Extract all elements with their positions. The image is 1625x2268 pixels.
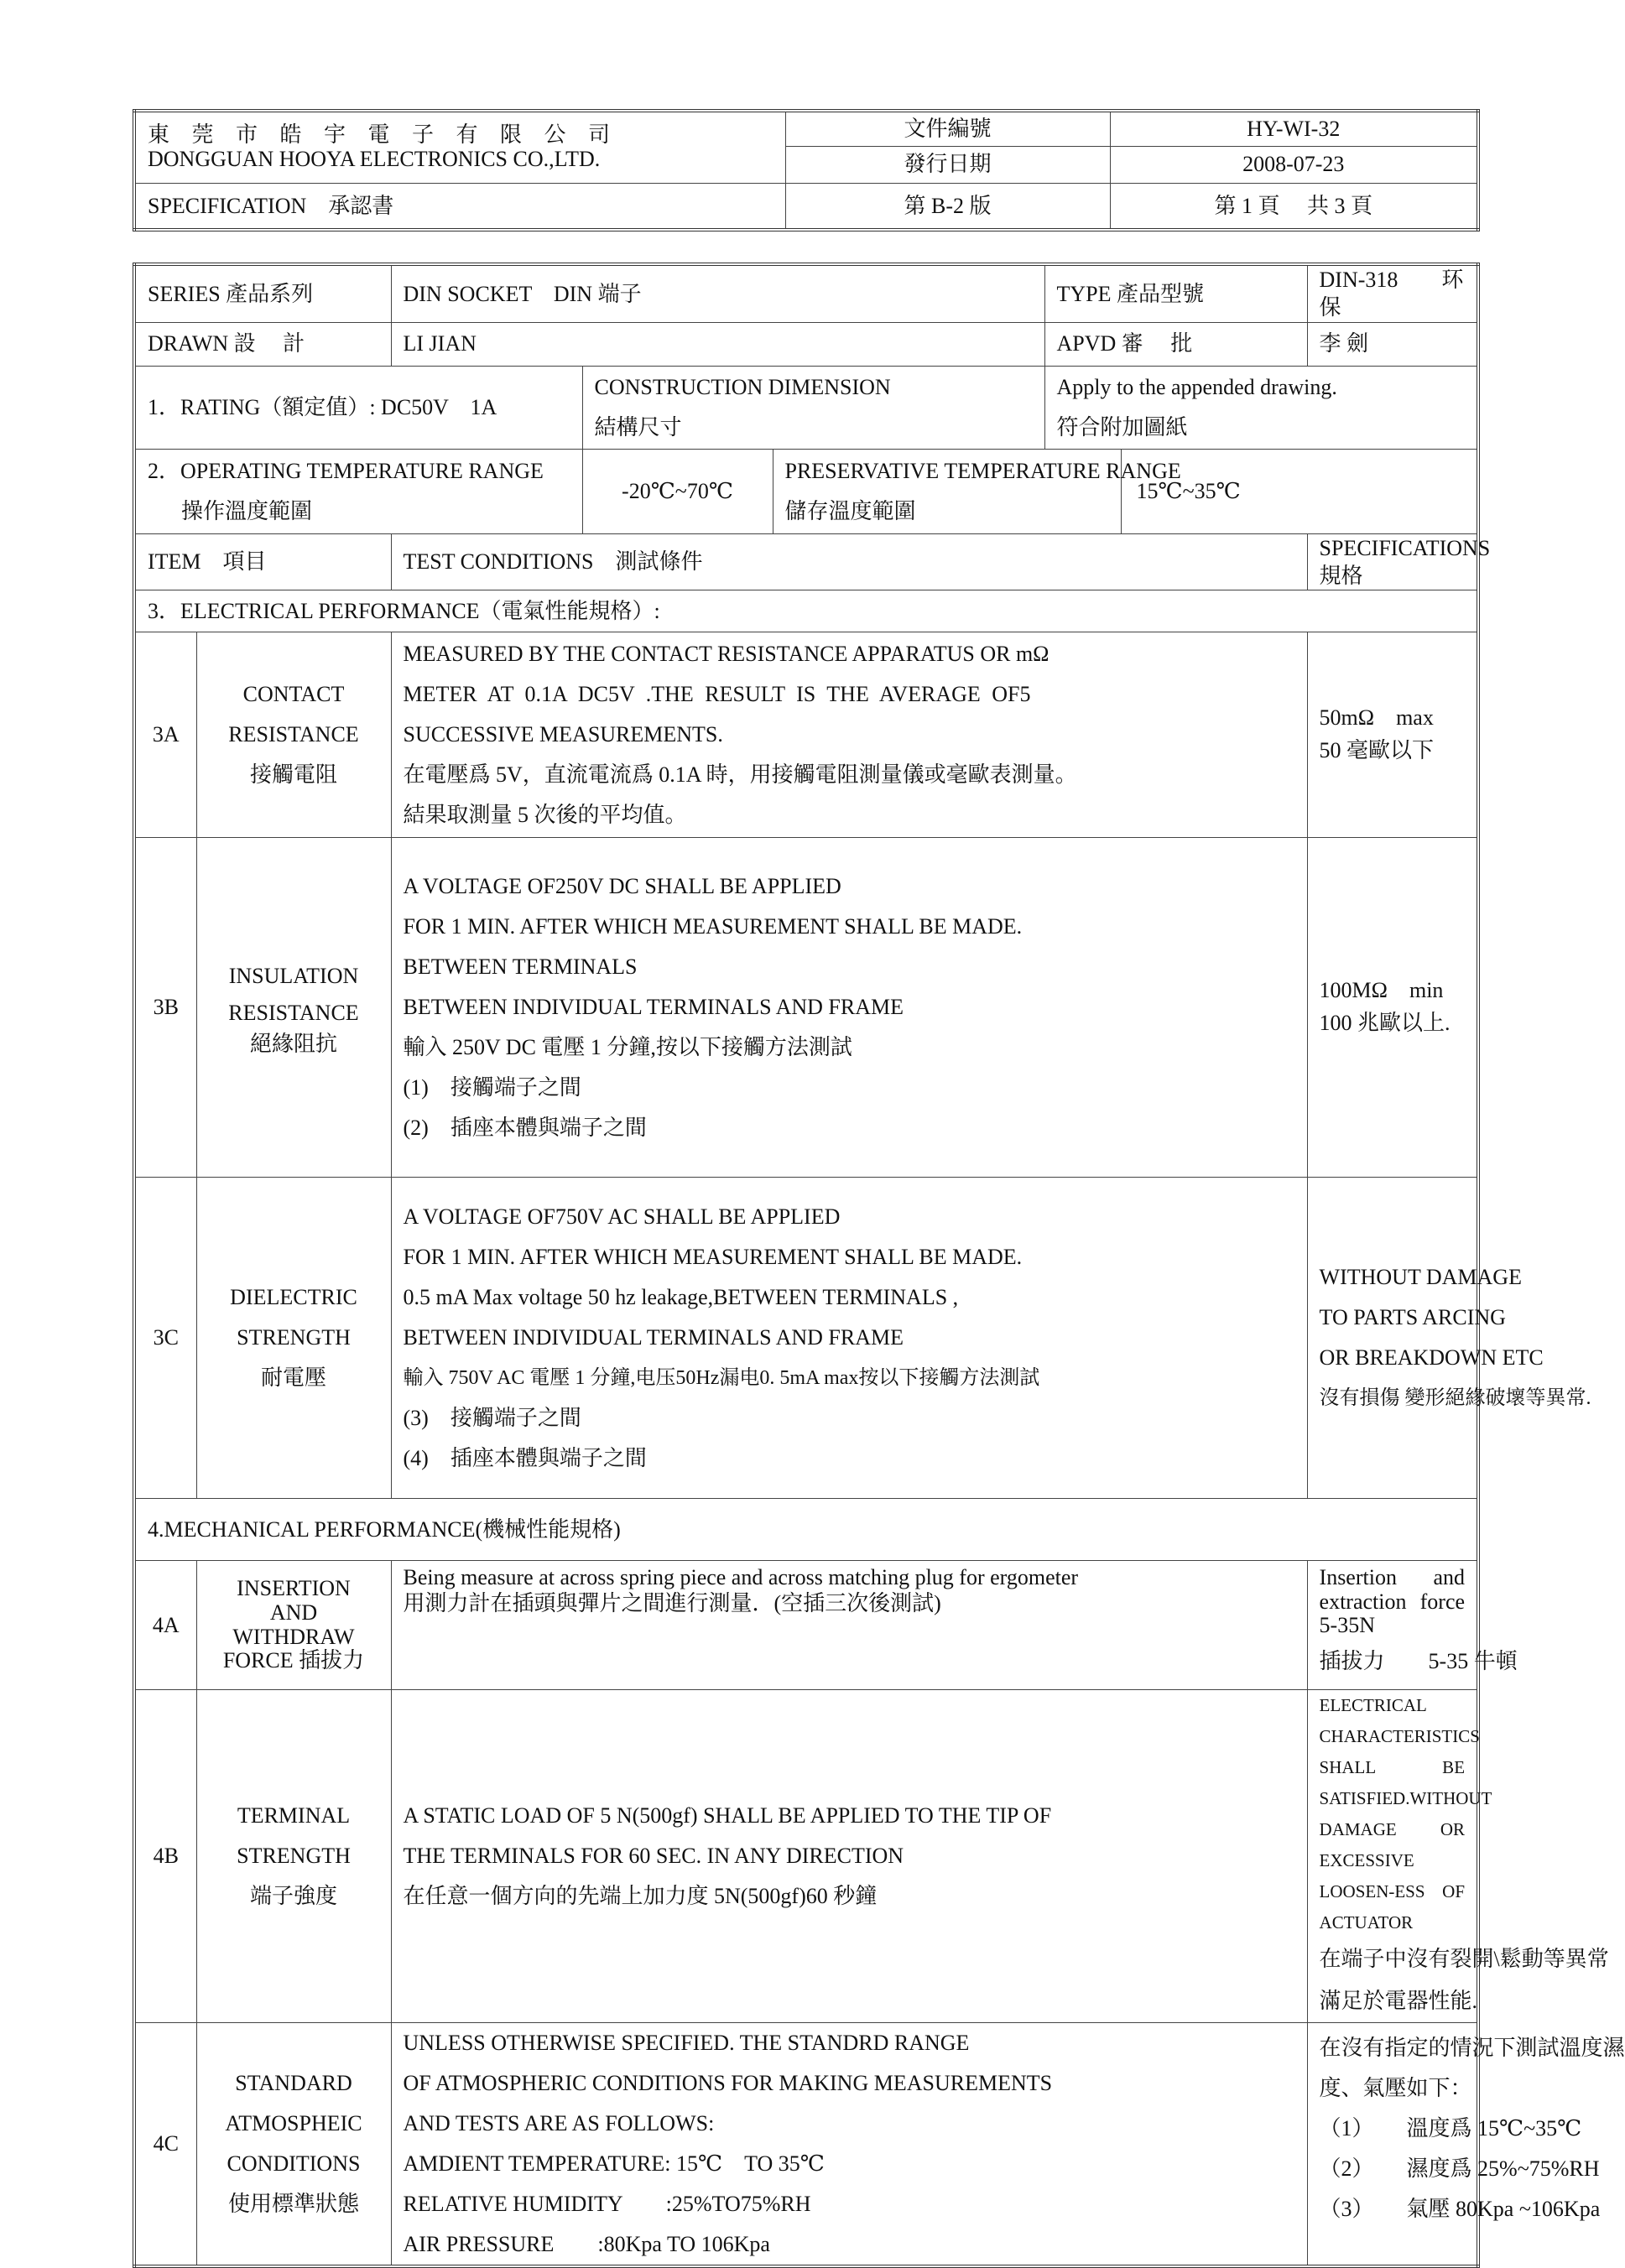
- test-conditions: [391, 1690, 1307, 2023]
- test-name-line: STRENGTH: [237, 1844, 351, 1869]
- table-row: [134, 1690, 1478, 2023]
- spec-line: 插拔力 5-35 牛頓: [1319, 1648, 1518, 1673]
- spec-line: Insertion and extraction force 5-35N: [1319, 1565, 1466, 1638]
- condition-line: 0.5 mA Max voltage 50 hz leakage,BETWEEN TERMINALS ,: [403, 1285, 959, 1310]
- test-conditions: [391, 838, 1307, 1178]
- spec-line: WITHOUT DAMAGE: [1319, 1265, 1522, 1290]
- test-name: [196, 1561, 391, 1690]
- spec-line: ELECTRICAL CHARACTERISTICS SHALL BE SATISFIED.WITHOUT DAMAGE OR EXCESSIVE LOOSEN-ESS OF ACTUATOR: [1319, 1695, 1492, 1933]
- spec-line: 100 兆歐以上.: [1319, 1011, 1451, 1036]
- header-table: [133, 109, 1480, 231]
- condition-line: FOR 1 MIN. AFTER WHICH MEASUREMENT SHALL BE MADE.: [403, 1245, 1023, 1270]
- preservative-temperature-label: [773, 449, 1181, 533]
- operating-temperature-cn: 操作溫度範圍: [181, 498, 313, 523]
- drawn-value: LI JIAN: [391, 322, 1044, 366]
- column-header-specs: SPECIFICATIONS 規格: [1307, 533, 1478, 590]
- spec-line: OR BREAKDOWN ETC: [1319, 1345, 1544, 1371]
- test-name-line: DIELECTRIC: [230, 1285, 357, 1310]
- type-value: DIN-318 环保: [1307, 264, 1478, 322]
- test-name-line: 接觸電阻: [249, 762, 337, 788]
- table-row: [134, 1178, 1478, 1499]
- test-spec: [1307, 1561, 1518, 1690]
- rating: 1．RATING（額定值）: DC50V 1A: [134, 366, 582, 449]
- spec-table: [133, 263, 1625, 2268]
- test-name-line: 使用標準狀態: [227, 2192, 359, 2217]
- test-name-line: RESISTANCE: [228, 722, 359, 747]
- spec-sheet: [133, 263, 1625, 2268]
- test-id: 3B: [134, 838, 196, 1178]
- apply-note-en: Apply to the appended drawing.: [1056, 374, 1337, 399]
- company-name-cn: 東 莞 市 皓 宇 電 子 有 限 公 司: [148, 122, 619, 148]
- test-name-line: CONDITIONS: [227, 2151, 361, 2177]
- table-row: [134, 2023, 1478, 2267]
- condition-line: 在任意一個方向的先端上加力度 5N(500gf)60 秒鐘: [403, 1884, 878, 1909]
- test-name: [196, 1690, 391, 2023]
- condition-line: OF ATMOSPHERIC CONDITIONS FOR MAKING MEASUREMENTS: [403, 2071, 1053, 2096]
- spec-line: TO PARTS ARCING: [1319, 1305, 1506, 1330]
- type-label: TYPE 產品型號: [1044, 264, 1307, 322]
- condition-line: THE TERMINALS FOR 60 SEC. IN ANY DIRECTION: [403, 1844, 904, 1869]
- drawn-label: DRAWN 設 計: [134, 322, 391, 366]
- operating-temperature-label: [134, 449, 582, 533]
- test-id: 3A: [134, 632, 196, 838]
- spec-line: 50mΩ max: [1319, 705, 1434, 731]
- condition-line: Being measure at across spring piece and across matching plug for ergometer: [403, 1565, 1079, 1590]
- test-spec: [1307, 2023, 1625, 2267]
- test-conditions: [391, 632, 1307, 838]
- construction-note: [1044, 366, 1478, 449]
- issue-date: 2008-07-23: [1110, 146, 1478, 183]
- test-name-line: RESISTANCE: [228, 1001, 359, 1026]
- test-name-line: STRENGTH: [237, 1325, 351, 1350]
- condition-line: SUCCESSIVE MEASUREMENTS.: [403, 722, 723, 747]
- test-name-line: FORCE 插拔力: [222, 1648, 365, 1673]
- preservative-temperature-cn: 儲存溫度範圍: [784, 498, 916, 523]
- test-spec: [1307, 1178, 1591, 1499]
- condition-line: BETWEEN INDIVIDUAL TERMINALS AND FRAME: [403, 995, 904, 1020]
- spec-line: 50 毫歐以下: [1319, 738, 1435, 763]
- spec-line: 100MΩ min: [1319, 978, 1444, 1003]
- condition-line: UNLESS OTHERWISE SPECIFIED. THE STANDRD RANGE: [403, 2031, 970, 2056]
- apply-note-cn: 符合附加圖紙: [1056, 414, 1188, 440]
- test-name-line: 耐電壓: [260, 1365, 326, 1391]
- electrical-section-title: 3．ELECTRICAL PERFORMANCE（電氣性能規格）:: [134, 590, 1478, 632]
- condition-line: AIR PRESSURE :80Kpa TO 106Kpa: [403, 2232, 770, 2257]
- condition-line: MEASURED BY THE CONTACT RESISTANCE APPARATUS OR mΩ: [403, 642, 1049, 667]
- test-id: 3C: [134, 1178, 196, 1499]
- test-name-line: INSERTION: [237, 1576, 351, 1601]
- construction-label-cn: 結構尺寸: [594, 414, 682, 440]
- test-name: [196, 632, 391, 838]
- operating-temperature-value: -20℃~70℃: [582, 449, 773, 533]
- spec-line: （2） 濕度爲 25%~75%RH: [1319, 2156, 1600, 2182]
- document-header: [133, 109, 1477, 231]
- test-name: [196, 1178, 391, 1499]
- test-name: [196, 838, 391, 1178]
- condition-line: BETWEEN TERMINALS: [403, 955, 638, 980]
- construction-dimension: [582, 366, 1044, 449]
- condition-line: A VOLTAGE OF750V AC SHALL BE APPLIED: [403, 1204, 841, 1230]
- test-name-line: CONTACT: [242, 682, 345, 707]
- test-name-line: ATMOSPHEIC: [225, 2111, 362, 2136]
- table-row: [134, 838, 1478, 1178]
- test-name-line: AND: [269, 1600, 318, 1625]
- test-conditions: [391, 2023, 1307, 2267]
- spec-line: （3） 氣壓 80Kpa ~106Kpa: [1319, 2197, 1601, 2222]
- apvd-value: 李 劍: [1307, 322, 1478, 366]
- page-number: 第 1 頁 共 3 頁: [1110, 183, 1478, 230]
- condition-line: BETWEEN INDIVIDUAL TERMINALS AND FRAME: [403, 1325, 904, 1350]
- test-name-line: 端子強度: [249, 1884, 337, 1909]
- issue-date-label: 發行日期: [785, 146, 1110, 183]
- series-value: DIN SOCKET DIN 端子: [391, 264, 1044, 322]
- condition-line: A VOLTAGE OF250V DC SHALL BE APPLIED: [403, 874, 841, 899]
- doc-number-label: 文件編號: [785, 111, 1110, 146]
- mechanical-section-title: 4.MECHANICAL PERFORMANCE(機械性能規格): [134, 1499, 1478, 1561]
- condition-line: (2) 插座本體與端子之間: [403, 1116, 647, 1141]
- company-name-en: DONGGUAN HOOYA ELECTRONICS CO.,LTD.: [148, 146, 601, 171]
- condition-line: (1) 接觸端子之間: [403, 1075, 581, 1100]
- condition-line: AMDIENT TEMPERATURE: 15℃ TO 35℃: [403, 2151, 825, 2177]
- test-name-line: WITHDRAW: [232, 1624, 355, 1649]
- condition-line: 在電壓爲 5V，直流電流爲 0.1A 時，用接觸電阻測量儀或毫歐表測量。: [403, 762, 1077, 788]
- condition-line: (4) 插座本體與端子之間: [403, 1446, 647, 1471]
- table-row: [134, 1561, 1478, 1690]
- spec-line: 滿足於電器性能.: [1319, 1989, 1478, 2014]
- column-header-item: ITEM 項目: [134, 533, 391, 590]
- preservative-temperature-value: 15℃~35℃: [1121, 449, 1478, 533]
- preservative-temperature-en: PRESERVATIVE TEMPERATURE RANGE: [784, 458, 1181, 483]
- condition-line: 結果取測量 5 次後的平均值。: [403, 803, 687, 828]
- spec-title: SPECIFICATION 承認書: [134, 183, 785, 230]
- test-id: 4C: [134, 2023, 196, 2267]
- condition-line: (3) 接觸端子之間: [403, 1406, 581, 1431]
- version: 第 B-2 版: [785, 183, 1110, 230]
- test-spec: [1307, 838, 1478, 1178]
- apvd-label: APVD 審 批: [1044, 322, 1307, 366]
- table-row: [134, 632, 1478, 838]
- condition-line: 輸入 250V DC 電壓 1 分鐘,按以下接觸方法測試: [403, 1035, 852, 1060]
- test-conditions: [391, 1561, 1307, 1690]
- condition-line: RELATIVE HUMIDITY :25%TO75%RH: [403, 2192, 811, 2217]
- condition-line: FOR 1 MIN. AFTER WHICH MEASUREMENT SHALL BE MADE.: [403, 914, 1023, 939]
- test-conditions: [391, 1178, 1307, 1499]
- construction-label-en: CONSTRUCTION DIMENSION: [594, 374, 891, 399]
- condition-line: AND TESTS ARE AS FOLLOWS:: [403, 2111, 715, 2136]
- test-spec: [1307, 632, 1478, 838]
- test-name-line: TERMINAL: [237, 1803, 351, 1828]
- condition-line: 用測力計在插頭與彈片之間進行測量．(空插三次後測試): [403, 1590, 941, 1615]
- test-id: 4A: [134, 1561, 196, 1690]
- test-name-line: INSULATION: [228, 964, 359, 989]
- test-name-line: STANDARD: [235, 2071, 352, 2096]
- spec-line: 在沒有指定的情況下測試溫度濕: [1319, 2036, 1625, 2061]
- doc-number: HY-WI-32: [1110, 111, 1478, 146]
- test-name-line: 絕緣阻抗: [249, 1032, 337, 1057]
- condition-line: A STATIC LOAD OF 5 N(500gf) SHALL BE APPLIED TO THE TIP OF: [403, 1803, 1052, 1828]
- column-header-conditions: TEST CONDITIONS 測試條件: [391, 533, 1307, 590]
- company-name: [134, 111, 785, 183]
- spec-line: 沒有損傷 變形絕緣破壞等異常.: [1319, 1387, 1591, 1410]
- condition-line: 輸入 750V AC 電壓 1 分鐘,电压50Hz漏电0. 5mA max按以下接觸方法測試: [403, 1367, 1040, 1390]
- test-id: 4B: [134, 1690, 196, 2023]
- test-name: [196, 2023, 391, 2267]
- test-spec: [1307, 1690, 1609, 2023]
- condition-line: METER AT 0.1A DC5V .THE RESULT IS THE AVERAGE OF5: [403, 682, 1031, 707]
- operating-temperature-en: 2．OPERATING TEMPERATURE RANGE: [148, 458, 544, 483]
- spec-line: 度、氣壓如下：: [1319, 2076, 1472, 2101]
- series-label: SERIES 產品系列: [134, 264, 391, 322]
- spec-line: （1） 溫度爲 15℃~35℃: [1319, 2116, 1582, 2141]
- spec-line: 在端子中沒有裂開\鬆動等異常: [1319, 1947, 1609, 1972]
